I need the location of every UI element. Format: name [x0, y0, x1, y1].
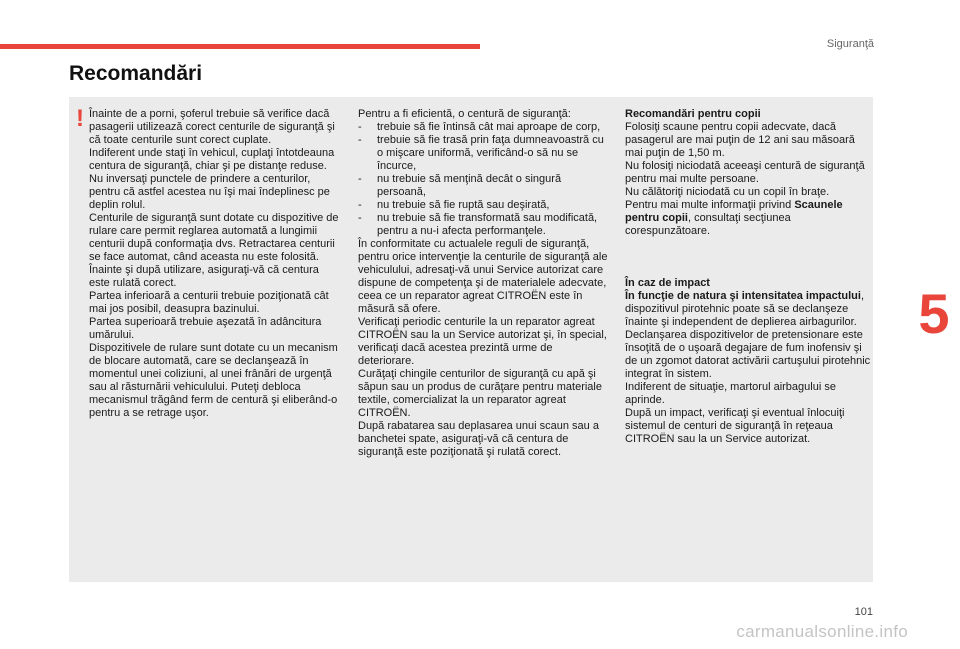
paragraph: După un impact, verificaţi şi eventual înlocuiţi sistemul de centuri de siguranţă în reţeaua CITROËN sau la un Service autorizat.: [625, 407, 845, 445]
list-item-text: nu trebuie să fie ruptă sau deşirată,: [377, 199, 550, 211]
list-item: [358, 121, 610, 134]
chapter-number: 5: [918, 282, 950, 345]
list-item-text: nu trebuie să fie transformată sau modificată, pentru a nu-i afecta performanţele.: [377, 212, 598, 237]
paragraph: Indiferent de situaţie, martorul airbagului se aprinde.: [625, 381, 836, 406]
exclamation-warning-icon: !: [76, 105, 84, 132]
children-info-paragraph: [625, 199, 873, 238]
top-accent-rule: [0, 44, 480, 49]
impact-paragraph: [625, 290, 873, 381]
paragraph: Partea superioară trebuie aşezată în adâncitura umărului.: [89, 316, 322, 341]
list-item-text: trebuie să fie trasă prin faţa dumneavoastră cu o mişcare uniformă, verificând-o să nu se încurce,: [377, 134, 604, 172]
children-and-impact-column: [625, 108, 873, 446]
list-marker: -: [358, 199, 362, 211]
chapter-name: Siguranţă: [826, 38, 874, 50]
watermark: carmanualsonline.info: [736, 622, 908, 641]
paragraph: Verificaţi periodic centurile la un reparator agreat CITROËN sau la un Service autorizat şi, în special, verificaţi dacă acestea prezintă urme de deteriorare.: [358, 316, 607, 367]
impact-lead-rest: , dispozitivul pirotehnic poate să se declanşeze înainte şi independent de deplierea airbagurilor. Declanşarea dispozitivelor de pretensionare este însoţită de o uşoară degajare de fum inofensiv şi de un zgomot datorat activării cartuşului pirotehnic integrat în sistem.: [625, 290, 871, 380]
paragraph: Folosiţi scaune pentru copii adecvate, dacă pasagerul are mai puţin de 12 ani sau măsoară mai puţin de 1,50 m.: [625, 121, 855, 159]
list-item-text: trebuie să fie întinsă cât mai aproape de corp,: [377, 121, 601, 133]
paragraph: Dispozitivele de rulare sunt dotate cu un mecanism de blocare automată, care se declanşează în momentul unei coliziuni, al unei frânări de urgenţă sau al răsturnării vehiculului. Puteţi debloca mecanismul trăgând ferm de centură şi eliberând-o pentru a se retrage uşor.: [89, 342, 338, 419]
impact-lead: În funcţie de natura şi intensitatea impactului: [625, 290, 861, 302]
children-info-suffix: , consultaţi secţiunea corespunzătoare.: [625, 212, 791, 237]
paragraph: Centurile de siguranţă sunt dotate cu dispozitive de rulare care permit reglarea automată a lungimii centurii după conformaţia dvs. Retractarea centurii se face automat, când aceasta nu este folosită.: [89, 212, 339, 263]
impact-heading: În caz de impact: [625, 277, 710, 289]
paragraph: Partea inferioară a centurii trebuie poziţionată cât mai jos posibil, deasupra bazinului.: [89, 290, 329, 315]
paragraph: Indiferent unde staţi în vehicul, cuplaţi întotdeauna centura de siguranţă, chiar şi pe distanţe reduse.: [89, 147, 335, 172]
seatbelt-effectiveness-column: [358, 108, 610, 459]
paragraph: Înainte de a porni, şoferul trebuie să verifice dacă pasagerii utilizează corect centurile de siguranţă şi că toate centurile sunt corect cuplate.: [89, 108, 335, 146]
paragraph: Înainte şi după utilizare, asiguraţi-vă că centura este rulată corect.: [89, 264, 319, 289]
list-item-text: nu trebuie să menţină decât o singură persoană,: [377, 173, 562, 198]
paragraph: După rabatarea sau deplasarea unui scaun sau a banchetei spate, asiguraţi-vă că centura de siguranţă este poziţionată şi rulată corect.: [358, 420, 599, 458]
paragraph: Curăţaţi chingile centurilor de siguranţă cu apă şi săpun sau un produs de curăţare pentru materiale textile, comercializat la un reparator agreat CITROËN.: [358, 368, 602, 419]
requirements-list: [358, 121, 610, 238]
paragraph: Nu folosiţi niciodată aceeaşi centură de siguranţă pentru mai multe persoane.: [625, 160, 865, 185]
child-seats-reference: Scaunele pentru copii: [625, 199, 843, 224]
children-info-prefix: Pentru mai multe informaţii privind: [625, 199, 795, 211]
list-item: [358, 212, 610, 238]
list-item: [358, 134, 610, 173]
paragraph: În conformitate cu actualele reguli de siguranţă, pentru orice intervenţie la centurile de siguranţă ale vehiculului, adresaţi-vă unui Service autorizat care dispune de competenţa şi de materialele adecvate, ceea ce un reparator agreat CITROËN este în măsură să ofere.: [358, 238, 608, 315]
list-item: [358, 199, 610, 212]
page-title: Recomandări: [69, 62, 203, 85]
list-marker: -: [358, 121, 362, 133]
children-heading: Recomandări pentru copii: [625, 108, 761, 120]
seatbelt-general-column: [89, 108, 341, 420]
list-marker: -: [358, 134, 362, 146]
list-intro: Pentru a fi eficientă, o centură de siguranţă:: [358, 108, 571, 120]
paragraph: Nu inversaţi punctele de prindere a centurilor, pentru că astfel acestea nu îşi mai îndeplinesc pe deplin rolul.: [89, 173, 330, 211]
list-marker: -: [358, 173, 362, 185]
paragraph: Nu călătoriţi niciodată cu un copil în braţe.: [625, 186, 830, 198]
list-item: [358, 173, 610, 199]
page-number: 101: [854, 606, 873, 618]
list-marker: -: [358, 212, 362, 224]
